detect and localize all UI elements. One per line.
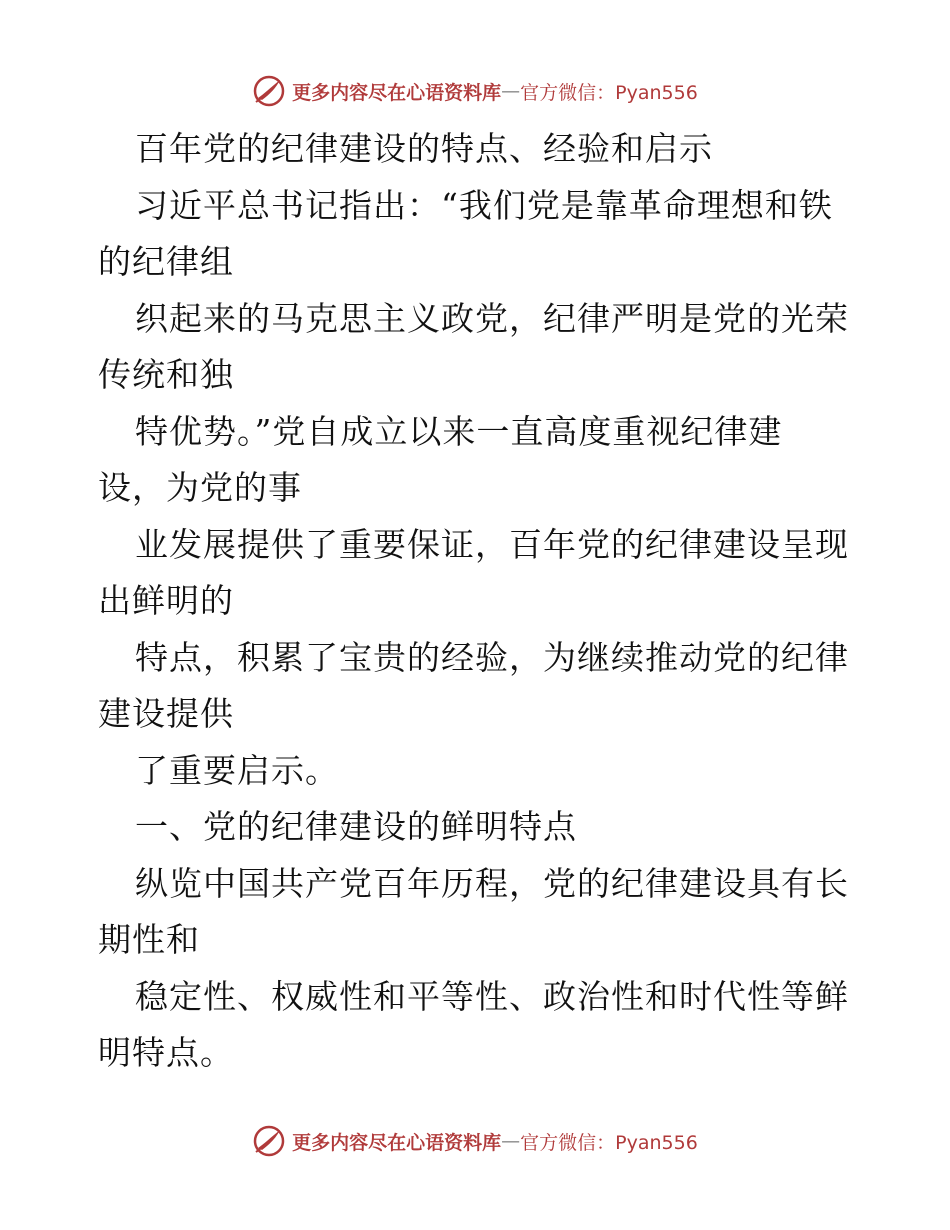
section-heading: 一、党的纪律建设的鲜明特点 bbox=[135, 807, 577, 846]
quill-pen-logo-icon bbox=[252, 74, 286, 108]
watermark-separator: — bbox=[501, 80, 521, 102]
footer-watermark bbox=[0, 1121, 950, 1161]
text-line: 特优势。”党自成立以来一直高度重视纪律建 bbox=[135, 411, 783, 451]
watermark-text: 更多内容尽在心语资料库 bbox=[292, 1131, 502, 1154]
text-line: 织起来的马克思主义政党，纪律严明是党的光荣 bbox=[135, 298, 849, 338]
watermark-separator: — bbox=[501, 1130, 521, 1152]
text-line: 了重要启示。 bbox=[135, 750, 339, 790]
text-line: 特点，积累了宝贵的经验，为继续推动党的纪律 bbox=[135, 637, 849, 677]
text-line: 设，为党的事 bbox=[98, 468, 302, 507]
watermark-text: 更多内容尽在心语资料库 bbox=[292, 81, 502, 104]
text-line: 的纪律组 bbox=[98, 242, 234, 281]
text-line: 纵览中国共产党百年历程，党的纪律建设具有长 bbox=[135, 863, 849, 903]
text-line: 业发展提供了重要保证，百年党的纪律建设呈现 bbox=[135, 524, 849, 564]
document-title: 百年党的纪律建设的特点、经验和启示 bbox=[135, 129, 713, 168]
text-line: 习近平总书记指出：“我们党是靠革命理想和铁 bbox=[135, 185, 833, 225]
text-line: 明特点。 bbox=[98, 1033, 234, 1072]
watermark-contact: 官方微信：Pyan556 bbox=[520, 81, 698, 104]
quill-pen-logo-icon bbox=[252, 1124, 286, 1158]
text-line: 期性和 bbox=[98, 920, 200, 959]
watermark-contact: 官方微信：Pyan556 bbox=[520, 1131, 698, 1154]
text-line: 稳定性、权威性和平等性、政治性和时代性等鲜 bbox=[135, 976, 849, 1016]
text-line: 建设提供 bbox=[98, 694, 234, 733]
header-watermark bbox=[0, 71, 950, 111]
text-line: 传统和独 bbox=[98, 355, 234, 394]
text-line: 出鲜明的 bbox=[98, 581, 234, 620]
document-body bbox=[98, 121, 858, 1082]
